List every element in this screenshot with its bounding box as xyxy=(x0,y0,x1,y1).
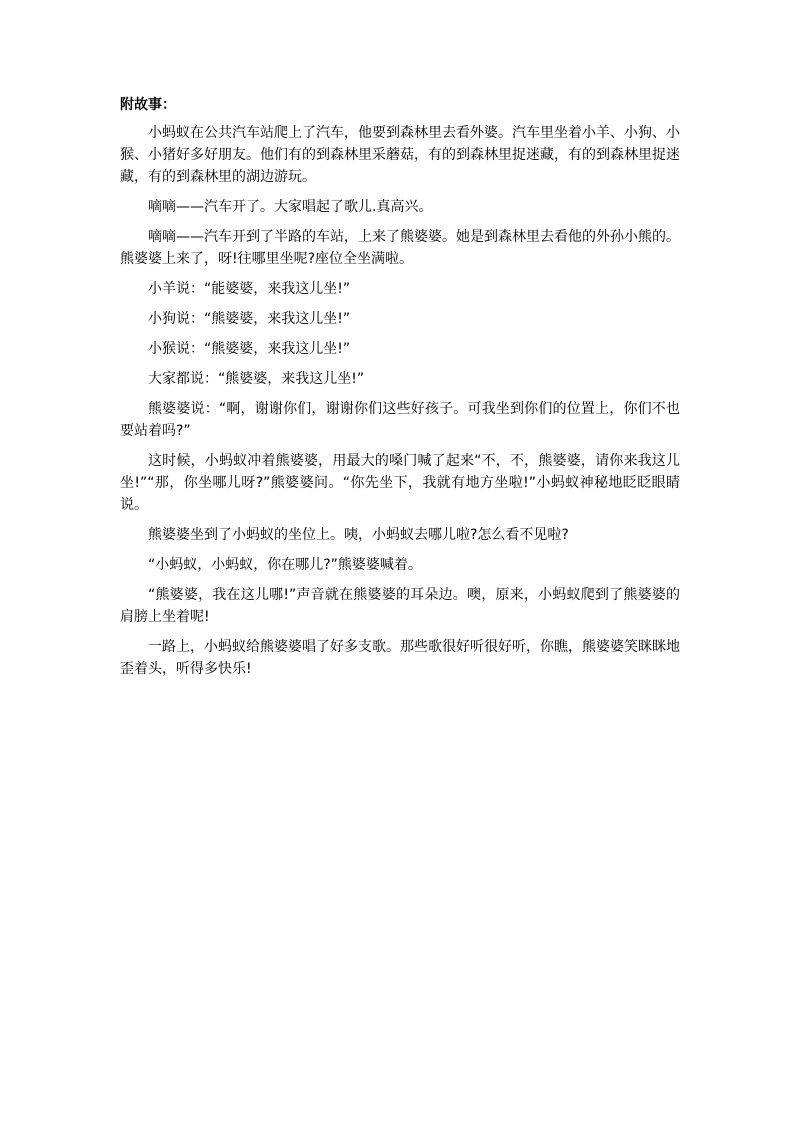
story-paragraph-5: 小狗说：“熊婆婆，来我这儿坐!” xyxy=(148,311,351,327)
document-page xyxy=(120,94,680,688)
story-paragraph-3: 嘀嘀——汽车开到了半路的车站，上来了熊婆婆。她是到森林里去看他的外孙小熊的。熊婆婆上来了，呀!往哪里坐呢?座位全坐满啦。 xyxy=(120,229,680,267)
story-paragraph-1: 小蚂蚁在公共汽车站爬上了汽车，他要到森林里去看外婆。汽车里坐着小羊、小狗、小猴、小猪好多好朋友。他们有的到森林里采蘑菇，有的到森林里捉迷藏，有的到森林里捉迷藏，有的到森林里的湖边游玩。 xyxy=(120,125,680,185)
story-paragraph-9: 这时候，小蚂蚁冲着熊婆婆，用最大的嗓门喊了起来“不，不，熊婆婆，请你来我这儿坐!”“那，你坐哪儿呀?”熊婆婆问。“你先坐下，我就有地方坐啦!”小蚂蚁神秘地眨眨眼睛说。 xyxy=(120,453,680,513)
story-heading: 附故事： xyxy=(120,97,176,113)
story-paragraph-11: “小蚂蚁，小蚂蚁，你在哪儿?”熊婆婆喊着。 xyxy=(148,557,422,573)
story-paragraph-2: 嘀嘀——汽车开了。大家唱起了歌儿.真高兴。 xyxy=(148,199,433,215)
story-paragraph-12: “熊婆婆，我在这儿哪!”声音就在熊婆婆的耳朵边。噢，原来，小蚂蚁爬到了熊婆婆的肩膀上坐着呢! xyxy=(120,587,680,625)
story-paragraph-4: 小羊说：“能婆婆，来我这儿坐!” xyxy=(148,281,351,297)
story-paragraph-8: 熊婆婆说：“啊，谢谢你们，谢谢你们这些好孩子。可我坐到你们的位置上，你们不也要站着吗?” xyxy=(120,401,680,439)
story-paragraph-13: 一路上，小蚂蚁给熊婆婆唱了好多支歌。那些歌很好听很好听，你瞧，熊婆婆笑眯眯地歪着头，听得多快乐! xyxy=(120,639,680,677)
story-paragraph-7: 大家都说：“熊婆婆，来我这儿坐!” xyxy=(148,371,365,387)
story-paragraph-10: 熊婆婆坐到了小蚂蚁的坐位上。咦，小蚂蚁去哪儿啦?怎么看不见啦? xyxy=(148,527,569,543)
story-paragraph-6: 小猴说：“熊婆婆，来我这儿坐!” xyxy=(148,341,351,357)
